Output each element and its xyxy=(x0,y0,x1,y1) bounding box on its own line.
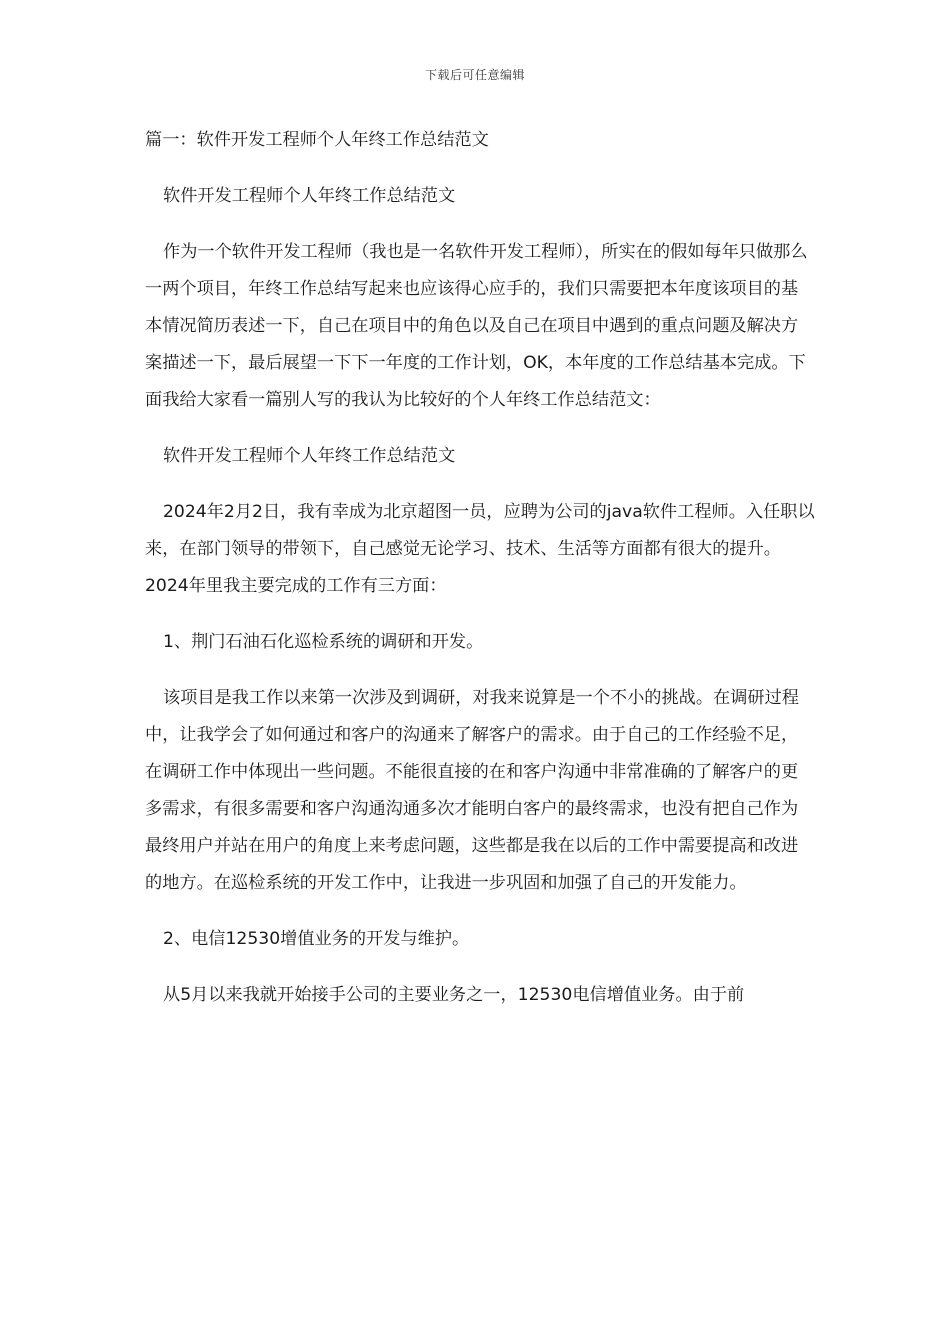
body-paragraph: 作为一个软件开发工程师（我也是一名软件开发工程师），所实在的假如每年只做那么一两个项目，年终工作总结写起来也应该得心应手的，我们只需要把本年度该项目的基本情况简历表述一下，自己在项目中的角色以及自己在项目中遇到的重点问题及解决方案描述一下，最后展望一下下一年度的工作计划，OK，本年度的工作总结基本完成。下面我给大家看一篇别人写的我认为比较好的个人年终工作总结范文： xyxy=(145,242,808,410)
body-paragraph: 从5月以来我就开始接手公司的主要业务之一，12530电信增值业务。由于前 xyxy=(163,985,745,1005)
body-paragraph: 2024年2月2日，我有幸成为北京超图一员，应聘为公司的java软件工程师。入任职以来，在部门领导的带领下，自己感觉无论学习、技术、生活等方面都有很大的提升。 2024年里我主要完成的工作有三方面： xyxy=(145,502,815,596)
document-body xyxy=(145,122,815,1014)
list-item-heading: 2、电信12530增值业务的开发与维护。 xyxy=(163,929,470,949)
list-item-heading: 1、荆门石油石化巡检系统的调研和开发。 xyxy=(163,632,484,652)
body-paragraph: 该项目是我工作以来第一次涉及到调研，对我来说算是一个不小的挑战。在调研过程中，让我学会了如何通过和客户的沟通来了解客户的需求。由于自己的工作经验不足，在调研工作中体现出一些问题。不能很直接的在和客户沟通中非常准确的了解客户的更多需求，有很多需要和客户沟通沟通多次才能明白客户的最终需求，也没有把自己作为最终用户并站在用户的角度上来考虑问题，这些都是我在以后的工作中需要提高和改进的地方。在巡检系统的开发工作中，让我进一步巩固和加强了自己的开发能力。 xyxy=(145,688,799,893)
section-heading: 软件开发工程师个人年终工作总结范文 xyxy=(163,446,456,466)
section-heading: 软件开发工程师个人年终工作总结范文 xyxy=(163,186,456,206)
document-title: 篇一：软件开发工程师个人年终工作总结范文 xyxy=(145,130,489,150)
header-note: 下载后可任意编辑 xyxy=(424,68,525,82)
